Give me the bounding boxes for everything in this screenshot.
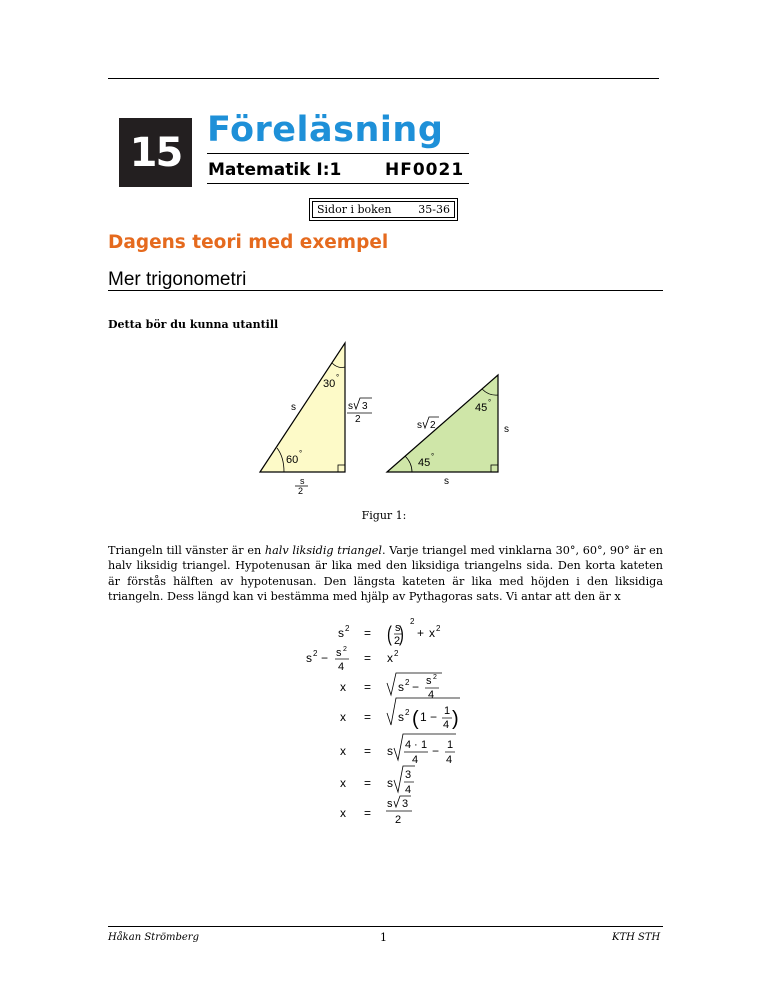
course-code: HF0021 <box>385 160 465 180</box>
svg-text:4: 4 <box>428 689 435 701</box>
section-title: Dagens teori med exempel <box>108 232 389 253</box>
svg-text:s: s <box>387 744 393 758</box>
svg-text:=: = <box>364 776 372 790</box>
figure-caption: Figur 1: <box>361 509 407 522</box>
svg-text:2: 2 <box>345 624 350 633</box>
svg-text:−: − <box>321 651 329 665</box>
svg-text:=: = <box>364 680 372 694</box>
svg-text:2: 2 <box>405 678 410 687</box>
book-pages-value: 35-36 <box>418 203 450 216</box>
subsection-title: Mer trigonometri <box>108 269 247 290</box>
equation-line-3 <box>340 673 442 701</box>
left-vertical-numerator: s <box>348 401 353 412</box>
svg-text:=: = <box>364 626 372 640</box>
svg-text:2: 2 <box>313 649 318 658</box>
svg-text:3: 3 <box>405 769 412 781</box>
equation-line-5 <box>340 734 456 766</box>
svg-text:1: 1 <box>447 739 454 751</box>
svg-text:1: 1 <box>444 705 451 717</box>
left-base-denominator: 2 <box>298 486 304 496</box>
svg-text:): ) <box>452 708 459 730</box>
svg-text:s: s <box>398 680 404 694</box>
svg-text:·: · <box>414 739 418 751</box>
svg-text:s: s <box>306 651 312 665</box>
chapter-number: 15 <box>129 129 182 176</box>
svg-text:−: − <box>432 744 440 758</box>
svg-text:4: 4 <box>412 754 419 766</box>
svg-text:=: = <box>364 710 372 724</box>
footer-rule <box>108 926 663 927</box>
paragraph-part-1: Triangeln till vänster är en <box>108 544 265 557</box>
svg-text:=: = <box>364 651 372 665</box>
svg-text:s: s <box>426 675 432 687</box>
angle-60-degree: ° <box>299 449 303 458</box>
svg-text:=: = <box>364 806 372 820</box>
left-hypotenuse-label: s <box>291 402 296 413</box>
svg-text:3: 3 <box>402 798 409 810</box>
page-number: 1 <box>380 931 387 944</box>
right-base-label: s <box>444 476 449 487</box>
equation-line-6 <box>340 766 415 796</box>
footer-institution: KTH STH <box>612 932 661 943</box>
svg-text:2: 2 <box>394 649 399 658</box>
paragraph-part-2: . Varje triangel med vinklarna 30°, 60°, 90° är en halv liksidig triangel. Hypotenusan är lika med den liksidiga triangelns sida. Den korta kateten är förstås hälften av hypotenusan. Den längsta kateten är lika med höjden i den liksidiga triangeln. Dess längd kan vi bestämma med hjälp av Pythagoras sats. Vi antar att den är x <box>108 544 663 603</box>
book-pages-label: Sidor i boken <box>317 203 392 216</box>
svg-text:1: 1 <box>420 710 427 724</box>
svg-text:s: s <box>387 798 393 810</box>
angle-30-degree: ° <box>336 373 340 382</box>
paragraph-emphasis: halv liksidig triangel <box>264 544 382 557</box>
svg-text:2: 2 <box>343 646 347 653</box>
pythagoras-derivation <box>290 615 490 830</box>
equation-line-7 <box>340 796 412 826</box>
svg-text:4: 4 <box>446 754 453 766</box>
svg-text:x: x <box>429 626 435 640</box>
svg-text:4: 4 <box>405 739 412 751</box>
svg-text:2: 2 <box>394 635 401 647</box>
equation-line-4 <box>340 698 460 731</box>
angle-45-bottom-degree: ° <box>431 452 435 461</box>
footer-author: Håkan Strömberg <box>108 932 199 943</box>
course-name: Matematik I:1 <box>208 160 342 180</box>
right-hypotenuse-radicand: 2 <box>430 420 436 431</box>
svg-text:s: s <box>336 647 342 659</box>
left-vertical-denominator: 2 <box>355 414 361 425</box>
right-vertical-label: s <box>504 424 509 435</box>
half-equilateral-triangle <box>260 343 345 472</box>
isosceles-right-triangle <box>387 375 498 472</box>
angle-30-label: 30 <box>323 378 336 390</box>
svg-text:x: x <box>340 680 346 694</box>
svg-text:+: + <box>417 626 425 640</box>
header-top-rule <box>108 78 659 79</box>
equation-line-1 <box>338 617 441 647</box>
lecture-title: Föreläsning <box>207 110 444 150</box>
triangles-figure <box>250 335 540 500</box>
svg-text:1: 1 <box>421 739 428 751</box>
angle-45-top-degree: ° <box>488 398 492 407</box>
svg-text:4: 4 <box>405 784 412 796</box>
svg-text:): ) <box>399 622 404 646</box>
svg-text:2: 2 <box>395 814 402 826</box>
svg-text:x: x <box>387 651 393 665</box>
subsection-rule <box>108 290 663 291</box>
svg-text:=: = <box>364 744 372 758</box>
svg-text:2: 2 <box>433 674 437 681</box>
left-base-numerator: s <box>300 476 305 486</box>
svg-text:x: x <box>340 776 346 790</box>
svg-text:−: − <box>430 710 438 724</box>
angle-60-label: 60 <box>286 454 299 466</box>
left-vertical-radicand: 3 <box>362 401 368 412</box>
course-underline <box>207 183 469 184</box>
svg-text:(: ( <box>387 622 392 646</box>
chapter-number-box <box>119 118 192 187</box>
equation-line-2 <box>306 646 399 673</box>
svg-text:s: s <box>338 626 344 640</box>
svg-text:x: x <box>340 806 346 820</box>
angle-45-bottom-label: 45 <box>418 457 431 469</box>
angle-45-top-label: 45 <box>475 402 488 414</box>
svg-text:s: s <box>395 622 401 634</box>
learn-heading: Detta bör du kunna utantill <box>108 318 279 331</box>
book-pages-box <box>312 201 455 218</box>
svg-text:2: 2 <box>410 617 415 626</box>
right-hypotenuse-coef: s <box>417 420 422 431</box>
svg-text:(: ( <box>412 708 419 730</box>
body-paragraph <box>108 543 663 604</box>
svg-text:s: s <box>387 776 393 790</box>
svg-text:s: s <box>398 710 404 724</box>
svg-text:2: 2 <box>436 624 441 633</box>
title-underline <box>207 153 469 154</box>
svg-text:4: 4 <box>443 719 450 731</box>
svg-text:−: − <box>412 680 420 694</box>
svg-text:x: x <box>340 744 346 758</box>
svg-text:2: 2 <box>405 708 410 717</box>
svg-text:x: x <box>340 710 346 724</box>
svg-text:4: 4 <box>338 661 345 673</box>
